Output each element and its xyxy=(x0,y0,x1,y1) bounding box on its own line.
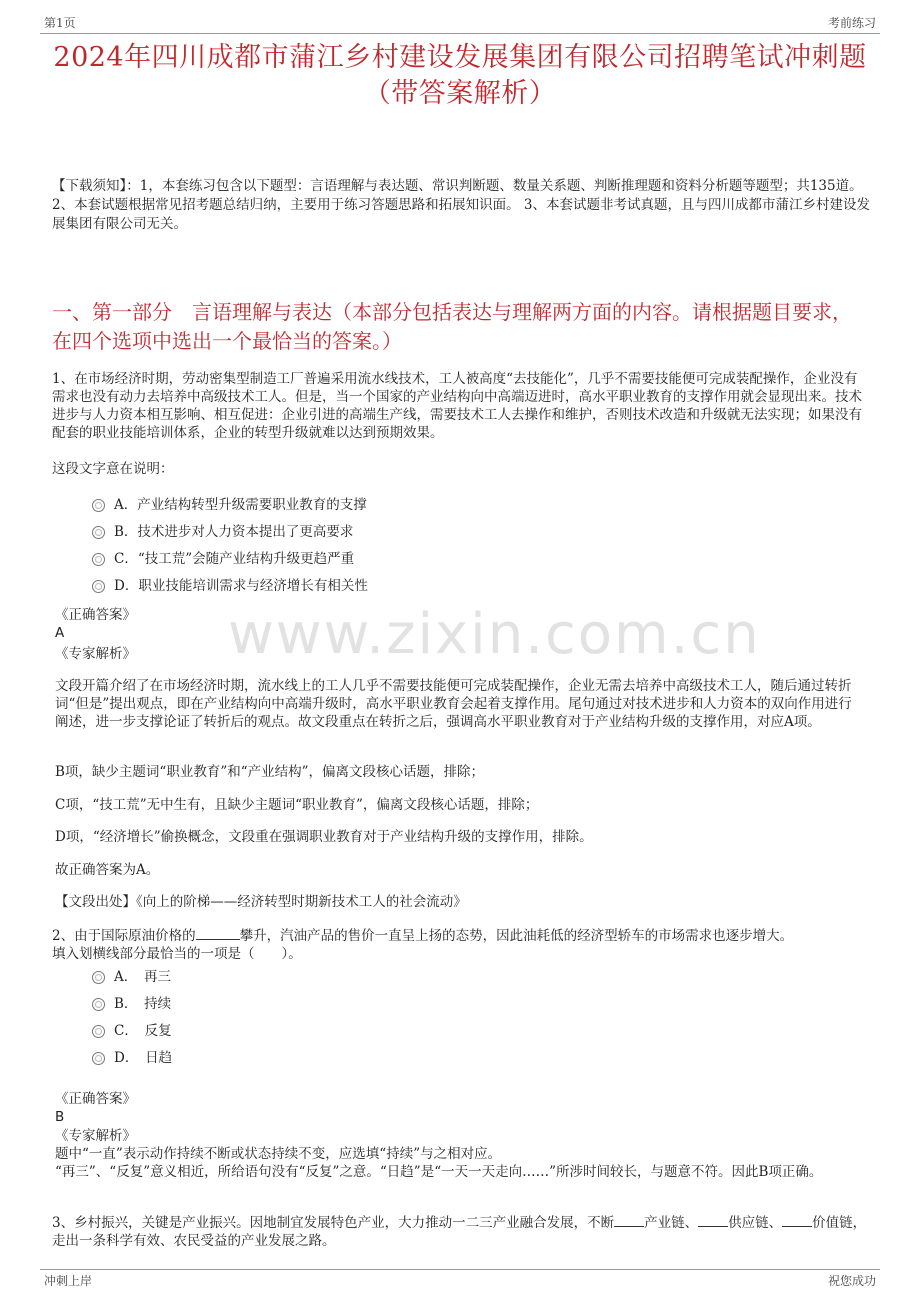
question-1-option-a[interactable] xyxy=(92,495,367,515)
question-1-stem: 1、在市场经济时期，劳动密集型制造工厂普遍采用流水线技术，工人被高度“去技能化”，几乎不需要技能便可完成装配操作，企业没有需求也没有动力去培养中高级技术工人。但是，当一个国家的产业结构向中高端迈进时，高水平职业教育的支撑作用就会显现出来。技术进步与人力资本相互影响、相互促进：企业引进的高端生产线，需要技术工人去操作和维护，否则技术改造和升级就无法实现；如果没有配套的职业技能培训体系，企业的转型升级就难以达到预期效果。 xyxy=(52,371,862,441)
option-label: B． 持续 xyxy=(114,996,172,1012)
header-right-label: 考前练习 xyxy=(827,16,876,30)
question-3-stem xyxy=(52,1214,870,1250)
option-label: C． 反复 xyxy=(114,1023,172,1039)
question-2-stem xyxy=(52,927,852,945)
section-heading: 一、第一部分 言语理解与表达（本部分包括表达与理解两方面的内容。请根据题目要求，在四个选项中选出一个最恰当的答案。） xyxy=(52,300,852,353)
stem-text-1: 3、乡村振兴，关键是产业振兴。因地制宜发展特色产业，大力推动一二三产业融合发展，不断 xyxy=(52,1215,615,1231)
radio-icon[interactable] xyxy=(92,580,105,593)
option-label: D． 日趋 xyxy=(114,1050,173,1066)
question-2-analysis-1: 题中“一直”表示动作持续不断或状态持续不变，应选填“持续”与之相对应。 xyxy=(55,1146,502,1162)
question-2-option-a[interactable] xyxy=(92,967,171,987)
question-1-analysis-b: B项，缺少主题词“职业教育”和“产业结构”，偏离文段核心话题，排除； xyxy=(55,764,485,780)
stem-text-before: 2、由于国际原油价格的 xyxy=(52,928,196,944)
question-1-analysis-c: C项，“技工荒”无中生有，且缺少主题词“职业教育”，偏离文段核心话题，排除； xyxy=(55,797,539,813)
stem-text-3: 供应链、 xyxy=(728,1215,783,1231)
question-2-option-b[interactable] xyxy=(92,994,171,1014)
radio-icon[interactable] xyxy=(92,998,105,1011)
question-1-conclusion: 故正确答案为A。 xyxy=(55,862,160,878)
option-label: C．“技工荒”会随产业结构升级更趋严重 xyxy=(114,551,355,567)
download-notice: 【下载须知】：1，本套练习包含以下题型：言语理解与表达题、常识判断题、数量关系题、判断推理题和资料分析题等题型；共135道。 2、本套试题根据常见招考题总结归纳，主要用于练习答题思路和拓展知识面。 3、本套试题非考试真题，且与四川成都市蒲江乡村建设发展集团有限公司无关。 xyxy=(52,178,870,232)
option-label: D．职业技能培训需求与经济增长有相关性 xyxy=(114,578,368,594)
footer-left-label: 冲刺上岸 xyxy=(44,1274,93,1288)
question-1-answer: A xyxy=(55,625,65,641)
question-1-analysis-main: 文段开篇介绍了在市场经济时期，流水线上的工人几乎不需要技能便可完成装配操作，企业无需去培养中高级技术工人，随后通过转折词“但是”提出观点，即在产业结构向中高端升级时，高水平职业教育会起着支撑作用。尾句通过对技术进步和人力资本的双向作用进行阐述，进一步支撑论证了转折后的观点。故文段重点在转折之后，强调高水平职业教育对于产业结构升级的支撑作用，对应A项。 xyxy=(55,678,852,730)
radio-icon[interactable] xyxy=(92,553,105,566)
option-label: A．产业结构转型升级需要职业教育的支撑 xyxy=(114,497,367,513)
footer-right-label: 祝您成功 xyxy=(827,1274,876,1288)
stem-text-2: 产业链、 xyxy=(644,1215,699,1231)
fill-blank-3[interactable] xyxy=(782,1226,812,1227)
page-number: 第1页 xyxy=(44,16,76,30)
stem-text-after: 攀升，汽油产品的售价一直呈上扬的态势，因此油耗低的经济型轿车的市场需求也逐步增大。 xyxy=(239,928,794,944)
option-label: B．技术进步对人力资本提出了更高要求 xyxy=(114,524,354,540)
radio-icon[interactable] xyxy=(92,526,105,539)
radio-icon[interactable] xyxy=(92,1052,105,1065)
question-2-answer-label: 《正确答案》 xyxy=(55,1091,136,1107)
radio-icon[interactable] xyxy=(92,971,105,984)
question-1-analysis-d: D项，“经济增长”偷换概念，文段重在强调职业教育对于产业结构升级的支撑作用，排除。 xyxy=(55,829,593,845)
question-2-answer: B xyxy=(55,1109,65,1125)
question-1-analysis-label: 《专家解析》 xyxy=(55,646,136,662)
page-title: 2024年四川成都市蒲江乡村建设发展集团有限公司招聘笔试冲刺题（带答案解析） xyxy=(53,42,867,109)
question-2-prompt: 填入划横线部分最恰当的一项是（ ）。 xyxy=(52,946,302,962)
fill-blank-2[interactable] xyxy=(698,1226,728,1227)
radio-icon[interactable] xyxy=(92,499,105,512)
question-2-option-c[interactable] xyxy=(92,1021,172,1041)
question-1-option-b[interactable] xyxy=(92,522,353,542)
footer-divider xyxy=(40,1269,880,1270)
question-2-option-d[interactable] xyxy=(92,1048,172,1068)
question-1-source: 【文段出处】《向上的阶梯——经济转型时期新技术工人的社会流动》 xyxy=(55,894,467,910)
stem-text-4: 价值链，走出一条科学有效、农民受益的产业发展之路。 xyxy=(52,1215,867,1249)
question-2-analysis-2: “再三”、“反复”意义相近，所给语句没有“反复”之意。“日趋”是“一天一天走向……”所涉时间较长，与题意不符。因此B项正确。 xyxy=(55,1164,823,1180)
question-2-analysis-label: 《专家解析》 xyxy=(55,1128,136,1144)
radio-icon[interactable] xyxy=(92,1025,105,1038)
option-label: A． 再三 xyxy=(114,969,171,985)
watermark: www.zixin.com.cn xyxy=(228,602,761,667)
question-1-answer-label: 《正确答案》 xyxy=(55,607,136,623)
question-1-option-d[interactable] xyxy=(92,576,368,596)
question-1-option-c[interactable] xyxy=(92,549,354,569)
header-divider xyxy=(40,33,880,34)
question-1-prompt: 这段文字意在说明： xyxy=(52,461,174,477)
fill-blank-1[interactable] xyxy=(614,1226,644,1227)
fill-blank[interactable] xyxy=(196,939,240,940)
